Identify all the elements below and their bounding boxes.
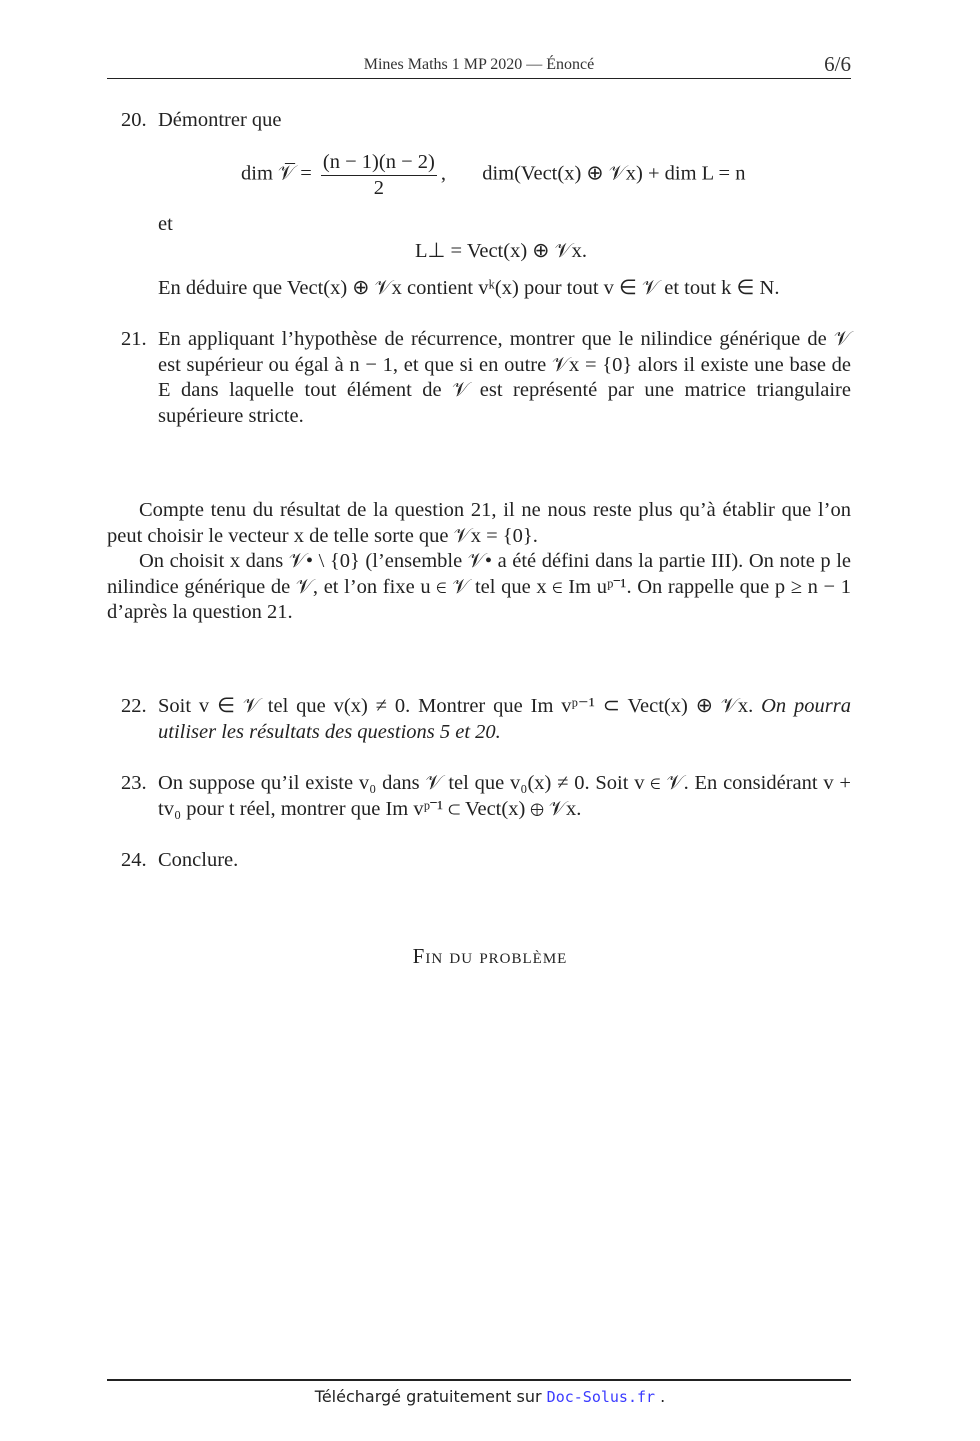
page-footer bbox=[0, 1387, 980, 1406]
question-number: 23. bbox=[121, 772, 147, 794]
question-24 bbox=[107, 848, 851, 874]
question-number: 21. bbox=[121, 328, 147, 350]
question-21 bbox=[107, 327, 851, 429]
end-of-problem: Fin du problème bbox=[412, 944, 568, 968]
question-text: On suppose qu’il existe v₀ dans 𝒱 tel que v₀(x) ≠ 0. Soit v ∈ 𝒱. En considérant v + tv₀ pour t réel, montrer que Im vᵖ⁻¹ ⊂ Vect(x) ⊕ 𝒱x. bbox=[158, 772, 851, 820]
equation-l-perp: L⊥ = Vect(x) ⊕ 𝒱x. bbox=[415, 240, 588, 262]
question-text: En appliquant l’hypothèse de récurrence, montrer que le nilindice générique de 𝒱 est supérieur ou égal à n − 1, et que si en outre 𝒱x = {0} alors il existe une base de E dans laquelle tout élément de 𝒱 est représenté par une matrice triangulaire supérieure stricte. bbox=[158, 328, 851, 427]
question-number: 20. bbox=[121, 109, 147, 131]
question-20-conclusion bbox=[107, 276, 851, 302]
question-text bbox=[158, 694, 851, 745]
question-intro: Démontrer que bbox=[158, 109, 282, 131]
question-number: 24. bbox=[121, 849, 147, 871]
footer-prefix: Téléchargé gratuitement sur bbox=[314, 1387, 542, 1406]
question-22 bbox=[107, 694, 851, 745]
footer-rule bbox=[107, 1379, 851, 1381]
footer-suffix: . bbox=[660, 1387, 666, 1406]
fraction-denominator: 2 bbox=[373, 177, 384, 199]
question-23 bbox=[107, 771, 851, 822]
question-hint: On pourra utiliser les résultats des questions 5 et 20. bbox=[158, 695, 852, 743]
question-number: 22. bbox=[121, 695, 147, 717]
fraction-numerator: (n − 1)(n − 2) bbox=[321, 150, 437, 176]
header-title: Mines Maths 1 MP 2020 — Énoncé bbox=[363, 56, 595, 73]
word-et: et bbox=[158, 213, 173, 235]
paragraph-1: Compte tenu du résultat de la question 21, il ne nous reste plus qu’à établir que l’on peut choisir le vecteur x de telle sorte que 𝒱x = {0}. bbox=[107, 499, 851, 547]
page-header bbox=[107, 52, 851, 79]
question-statement: Soit v ∈ 𝒱 tel que v(x) ≠ 0. Montrer que Im vᵖ⁻¹ ⊂ Vect(x) ⊕ 𝒱x. bbox=[158, 695, 754, 717]
page-number: 6/6 bbox=[824, 52, 851, 76]
equation-separator: , bbox=[440, 162, 446, 185]
question-text: Conclure. bbox=[158, 849, 239, 871]
question-20 bbox=[107, 108, 851, 134]
conclusion-text: En déduire que Vect(x) ⊕ 𝒱x contient vᵏ(x) pour tout v ∈ 𝒱 et tout k ∈ N. bbox=[158, 277, 780, 299]
paragraph-2: On choisit x dans 𝒱• \ {0} (l’ensemble 𝒱• a été défini dans la partie III). On note p le nilindice générique de 𝒱, et l’on fixe u ∈ 𝒱 tel que x ∈ Im uᵖ⁻¹. On rappelle que p ≥ n − 1 d’après la question 21. bbox=[107, 550, 851, 623]
equation-left: dim 𝒱̅ = bbox=[241, 162, 312, 185]
equation-right: dim(Vect(x) ⊕ 𝒱x) + dim L = n bbox=[482, 162, 746, 185]
fraction bbox=[321, 150, 437, 200]
equation-dim-v bbox=[241, 150, 746, 200]
doc-solus-link[interactable]: Doc-Solus.fr bbox=[546, 1388, 656, 1406]
